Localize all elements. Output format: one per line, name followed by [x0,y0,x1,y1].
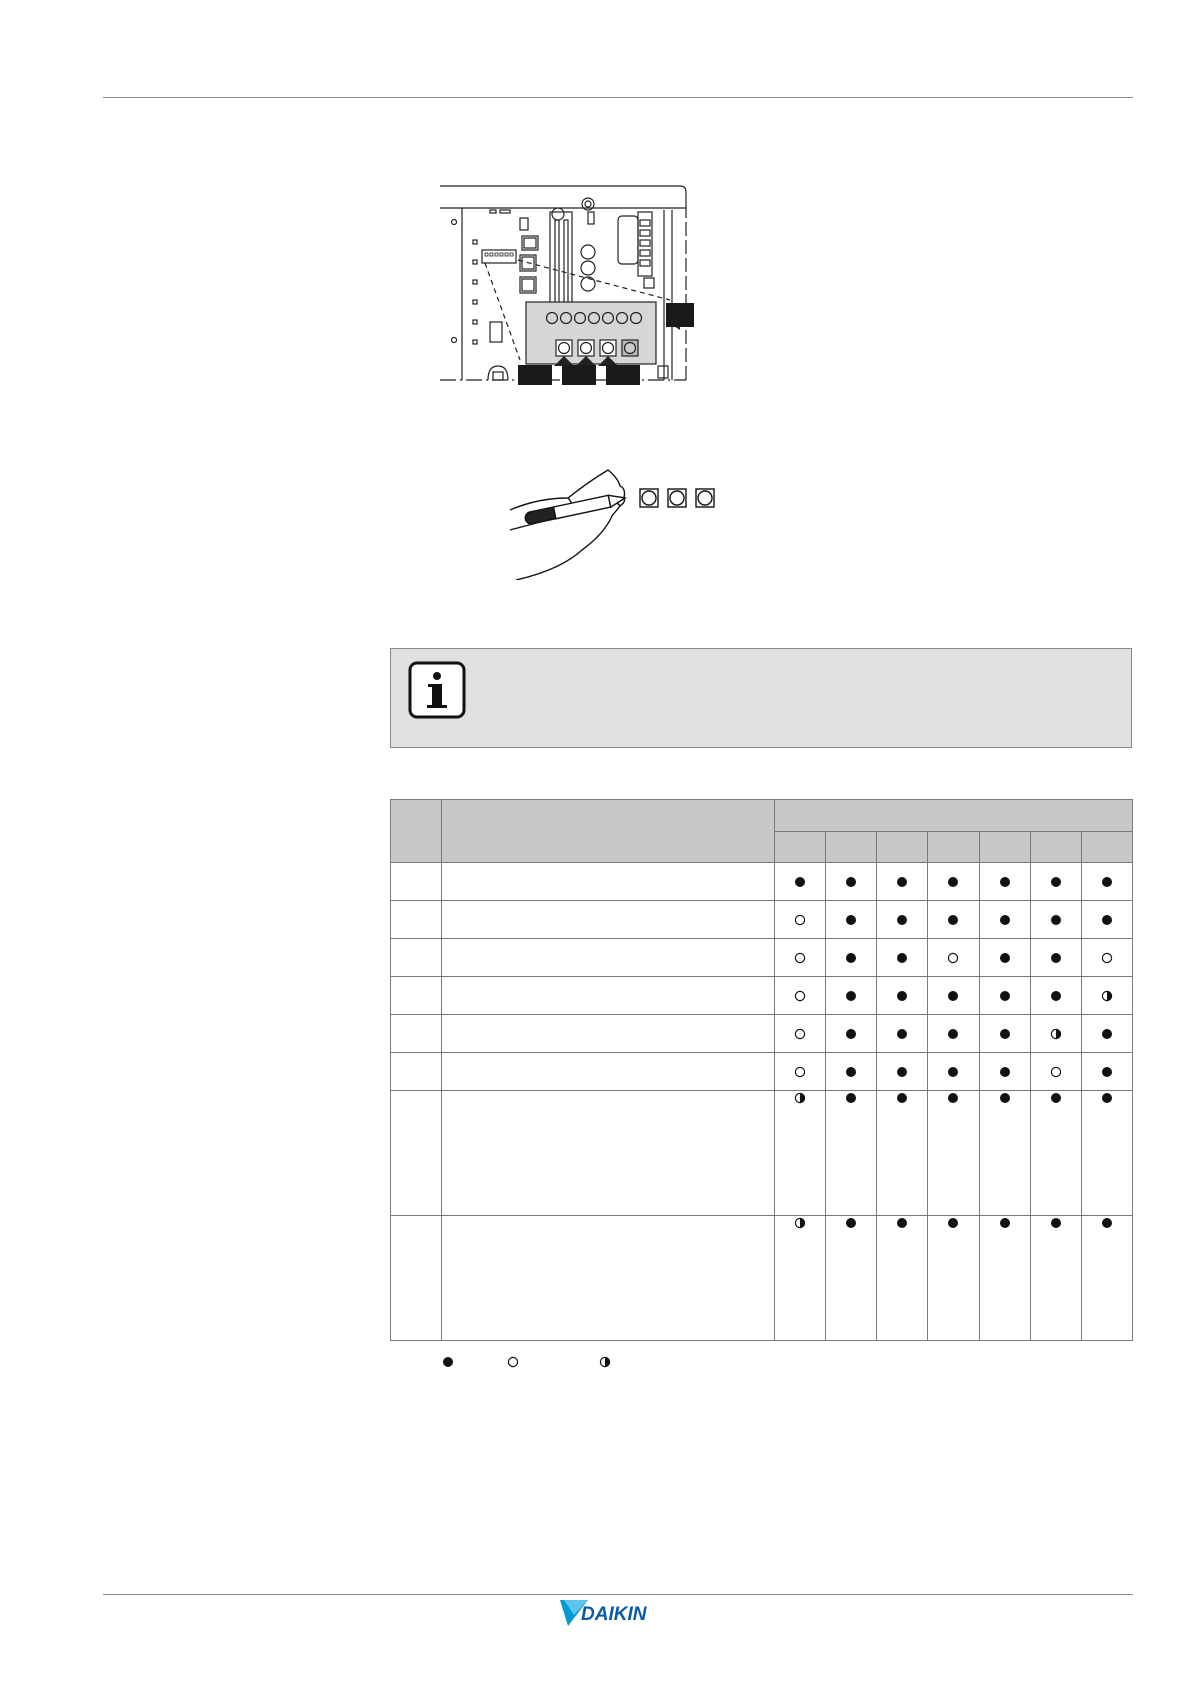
led-table-body [391,863,1133,1341]
on-led-icon [998,1027,1012,1041]
led-state-cell-2 [826,1216,877,1341]
row-number-cell [391,1091,442,1216]
led-state-cell-4 [928,1216,979,1341]
led-state-cell-3 [877,939,928,977]
blinking-led-icon [793,1091,807,1105]
header-rule [103,97,1133,98]
table-row [391,1216,1133,1341]
on-led-icon [844,913,858,927]
led-state-cell-3 [877,1091,928,1216]
on-led-icon [998,1091,1012,1105]
row-description-cell [442,863,775,901]
off-led-icon [793,1027,807,1041]
header-cell-number [391,800,442,863]
led-status-table [390,799,1133,1341]
header-led-1 [775,832,826,863]
led-state-cell-4 [928,939,979,977]
table-row [391,977,1133,1015]
on-led-icon [844,1091,858,1105]
led-state-cell-5 [979,863,1030,901]
led-state-cell-5 [979,1053,1030,1091]
led-state-cell-6 [1030,901,1081,939]
header-led-2 [826,832,877,863]
off-led-icon [793,1065,807,1079]
on-led-icon [1100,1216,1114,1230]
row-number-cell [391,1053,442,1091]
on-led-icon [998,1065,1012,1079]
on-led-icon [1049,913,1063,927]
led-state-cell-1 [775,863,826,901]
led-state-cell-1 [775,939,826,977]
on-led-icon [895,989,909,1003]
led-state-cell-3 [877,977,928,1015]
on-led-icon [895,1065,909,1079]
header-cell-description [442,800,775,863]
table-row [391,1053,1133,1091]
led-state-cell-7 [1081,901,1132,939]
led-state-cell-7 [1081,939,1132,977]
led-state-cell-6 [1030,863,1081,901]
on-led-icon [946,1216,960,1230]
on-led-icon [1049,951,1063,965]
on-led-icon [844,1065,858,1079]
hand-pen-illustration [508,468,718,580]
on-led-icon [1100,913,1114,927]
table-row [391,1015,1133,1053]
on-led-icon [844,1027,858,1041]
led-state-cell-6 [1030,1053,1081,1091]
row-description-cell [442,1091,775,1216]
led-state-cell-7 [1081,863,1132,901]
on-led-icon [895,951,909,965]
on-led-icon [946,1027,960,1041]
led-state-cell-6 [1030,1091,1081,1216]
row-number-cell [391,1015,442,1053]
led-state-cell-1 [775,901,826,939]
on-led-icon [793,875,807,889]
off-led-icon [1100,951,1114,965]
led-state-cell-4 [928,1053,979,1091]
header-led-7 [1081,832,1132,863]
off-led-icon [1049,1065,1063,1079]
led-state-cell-6 [1030,939,1081,977]
on-led-icon [1049,1091,1063,1105]
led-state-cell-1 [775,1053,826,1091]
led-state-cell-2 [826,977,877,1015]
on-led-icon [1100,875,1114,889]
information-note [390,648,1132,748]
on-led-icon [895,1027,909,1041]
table-row [391,1091,1133,1216]
info-icon [408,661,466,719]
on-led-icon [998,951,1012,965]
table-row [391,901,1133,939]
on-led-icon [1100,1027,1114,1041]
blinking-led-icon [793,1216,807,1230]
led-state-cell-4 [928,1091,979,1216]
on-led-icon [895,875,909,889]
led-state-cell-2 [826,1091,877,1216]
led-state-cell-1 [775,1091,826,1216]
on-led-icon [441,1355,455,1374]
led-state-cell-4 [928,901,979,939]
blinking-led-icon [598,1355,612,1374]
table-row [391,863,1133,901]
led-state-cell-1 [775,1015,826,1053]
off-led-icon [793,913,807,927]
on-led-icon [844,1216,858,1230]
on-led-icon [895,1091,909,1105]
on-led-icon [1049,989,1063,1003]
row-number-cell [391,1216,442,1341]
led-state-cell-5 [979,1015,1030,1053]
row-description-cell [442,1053,775,1091]
led-state-cell-3 [877,1015,928,1053]
off-led-icon [946,951,960,965]
row-description-cell [442,1015,775,1053]
led-state-cell-5 [979,977,1030,1015]
header-cell-leds [775,800,1133,832]
on-led-icon [844,989,858,1003]
blinking-led-icon [1100,989,1114,1003]
led-state-cell-6 [1030,1216,1081,1341]
led-state-cell-3 [877,901,928,939]
on-led-icon [895,1216,909,1230]
led-state-cell-4 [928,863,979,901]
footer-rule [103,1594,1133,1595]
led-state-cell-4 [928,977,979,1015]
led-state-cell-6 [1030,1015,1081,1053]
led-state-cell-1 [775,977,826,1015]
row-description-cell [442,977,775,1015]
on-led-icon [1100,1091,1114,1105]
header-led-4 [928,832,979,863]
led-state-cell-3 [877,1053,928,1091]
led-state-cell-2 [826,1015,877,1053]
led-legend [0,1355,1191,1375]
led-state-cell-5 [979,939,1030,977]
on-led-icon [844,951,858,965]
row-number-cell [391,901,442,939]
header-led-5 [979,832,1030,863]
on-led-icon [1049,875,1063,889]
row-description-cell [442,939,775,977]
pcb-board-illustration [440,180,700,385]
off-led-icon [506,1355,520,1374]
on-led-icon [998,875,1012,889]
on-led-icon [1049,1216,1063,1230]
led-state-cell-6 [1030,977,1081,1015]
on-led-icon [844,875,858,889]
led-state-cell-3 [877,863,928,901]
on-led-icon [946,1091,960,1105]
led-state-cell-2 [826,863,877,901]
led-state-cell-7 [1081,1015,1132,1053]
led-state-cell-7 [1081,1216,1132,1341]
off-led-icon [793,951,807,965]
led-state-cell-4 [928,1015,979,1053]
led-state-cell-7 [1081,1091,1132,1216]
row-number-cell [391,977,442,1015]
row-number-cell [391,863,442,901]
blinking-led-icon [1049,1027,1063,1041]
led-state-cell-5 [979,901,1030,939]
led-state-cell-2 [826,901,877,939]
header-led-6 [1030,832,1081,863]
led-state-cell-5 [979,1091,1030,1216]
on-led-icon [895,913,909,927]
on-led-icon [998,989,1012,1003]
header-led-3 [877,832,928,863]
on-led-icon [946,989,960,1003]
row-description-cell [442,1216,775,1341]
on-led-icon [946,1065,960,1079]
on-led-icon [1100,1065,1114,1079]
led-state-cell-3 [877,1216,928,1341]
daikin-logo-text: DAIKIN [581,1604,647,1625]
led-state-cell-1 [775,1216,826,1341]
on-led-icon [946,875,960,889]
led-state-cell-2 [826,939,877,977]
table-row [391,939,1133,977]
led-state-cell-7 [1081,1053,1132,1091]
table-header-row [391,800,1133,832]
daikin-logo [560,1598,680,1628]
row-description-cell [442,901,775,939]
row-number-cell [391,939,442,977]
on-led-icon [998,1216,1012,1230]
on-led-icon [946,913,960,927]
led-state-cell-2 [826,1053,877,1091]
off-led-icon [793,989,807,1003]
led-state-cell-7 [1081,977,1132,1015]
led-state-cell-5 [979,1216,1030,1341]
on-led-icon [998,913,1012,927]
